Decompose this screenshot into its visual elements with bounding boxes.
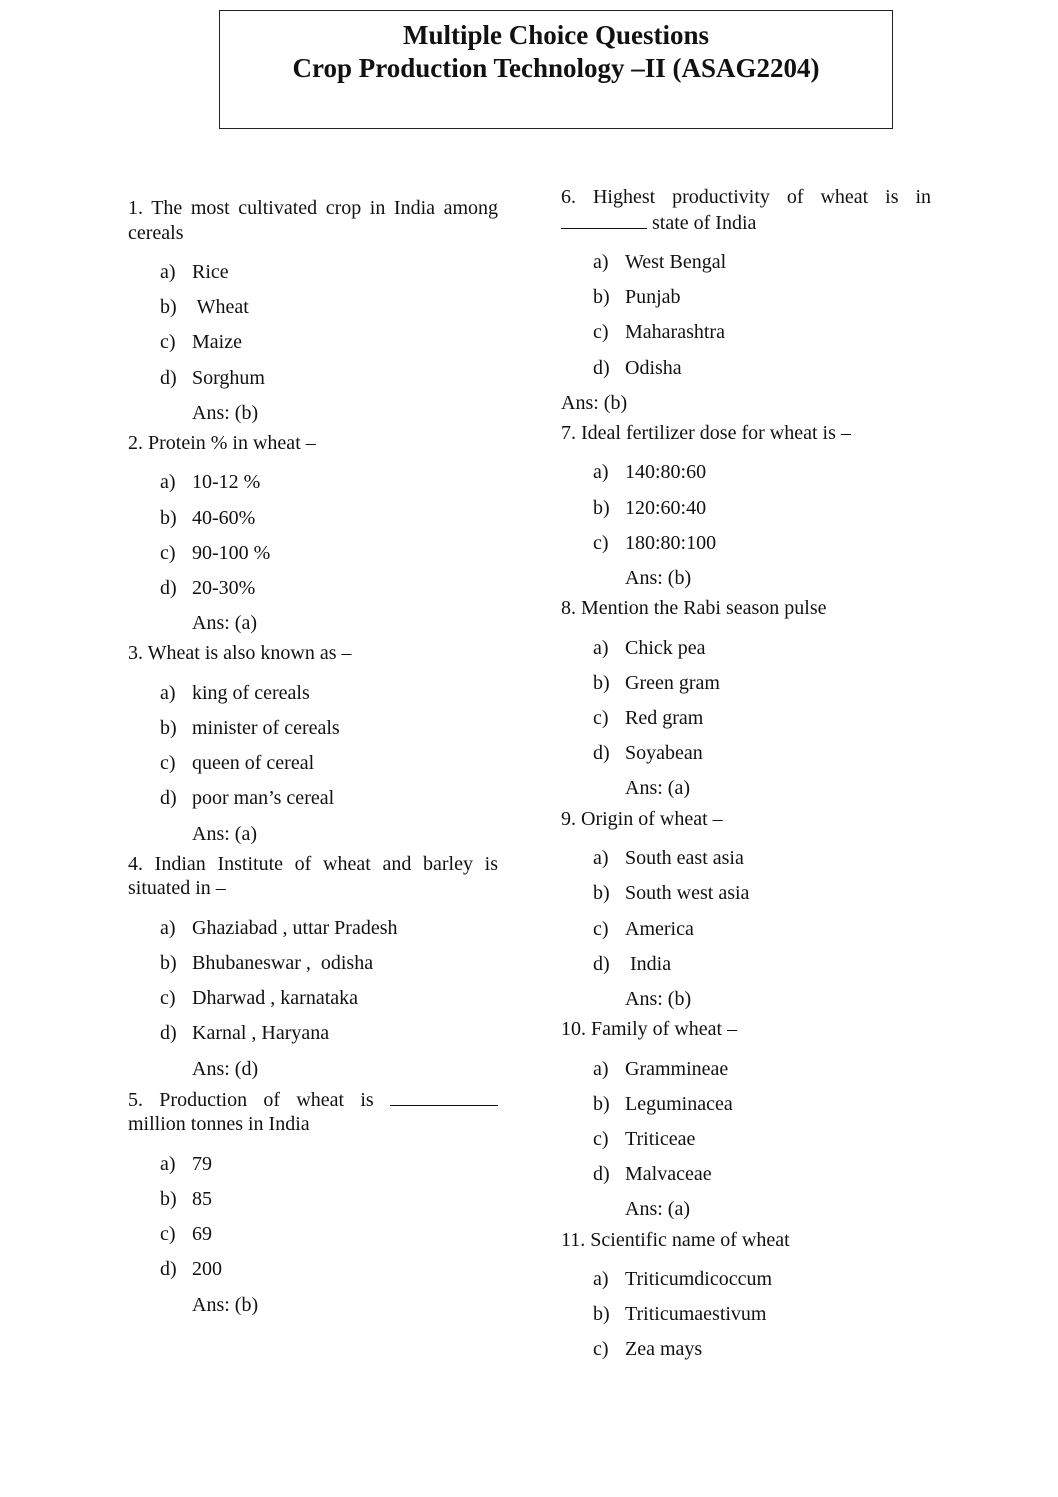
option: a) Chick pea bbox=[593, 636, 706, 659]
question-8 bbox=[561, 596, 931, 806]
answer-blank bbox=[390, 1087, 498, 1106]
option: b) Wheat bbox=[160, 296, 249, 319]
option: c) 180:80:100 bbox=[593, 531, 717, 554]
option-list bbox=[561, 841, 931, 982]
question-5 bbox=[128, 1087, 498, 1323]
option-list bbox=[561, 631, 931, 772]
option: d) 20-30% bbox=[160, 577, 256, 599]
option: c) 90-100 % bbox=[160, 541, 271, 564]
option: c) queen of cereal bbox=[160, 752, 315, 775]
question-stem: 7. Ideal fertilizer dose for wheat is – bbox=[561, 421, 851, 444]
option-list bbox=[128, 911, 498, 1052]
option: b) South west asia bbox=[593, 882, 750, 905]
option: b) Leguminacea bbox=[593, 1092, 733, 1115]
answer: Ans: (a) bbox=[625, 777, 690, 800]
option: b) 85 bbox=[160, 1187, 212, 1210]
option: a) 79 bbox=[160, 1152, 212, 1175]
answer: Ans: (b) bbox=[561, 391, 628, 414]
question-stem: 6. Highest productivity of wheat is in state of India bbox=[561, 186, 931, 234]
option: d) poor man’s cereal bbox=[160, 787, 335, 810]
question-2 bbox=[128, 431, 498, 641]
option-list bbox=[128, 255, 498, 396]
option: d) 200 bbox=[160, 1258, 222, 1281]
question-stem: 3. Wheat is also known as – bbox=[128, 642, 352, 665]
answer: Ans: (b) bbox=[192, 1293, 259, 1316]
option: d) Sorghum bbox=[160, 366, 265, 389]
option: c) Triticeae bbox=[593, 1127, 696, 1150]
option: a) Rice bbox=[160, 261, 229, 283]
answer: Ans: (d) bbox=[192, 1057, 259, 1080]
question-stem: 1. The most cultivated crop in India among cereals bbox=[128, 197, 498, 244]
option: d) Malvaceae bbox=[593, 1163, 712, 1186]
option: b) Triticumaestivum bbox=[593, 1303, 767, 1326]
option: b) Bhubaneswar , odisha bbox=[160, 952, 374, 974]
document-title: Multiple Choice Questions bbox=[402, 20, 709, 50]
question-stem: 9. Origin of wheat – bbox=[561, 807, 723, 830]
option: c) Zea mays bbox=[593, 1338, 703, 1361]
question-7 bbox=[561, 421, 931, 596]
option-list bbox=[561, 1052, 931, 1193]
option: b) 120:60:40 bbox=[593, 496, 707, 519]
answer: Ans: (b) bbox=[625, 987, 692, 1010]
answer: Ans: (b) bbox=[625, 567, 692, 589]
question-stem: 8. Mention the Rabi season pulse bbox=[561, 597, 827, 620]
option-list bbox=[561, 245, 931, 386]
option: b) Green gram bbox=[593, 671, 720, 694]
option: d) Odisha bbox=[593, 356, 682, 379]
left-column bbox=[128, 196, 498, 1323]
option-list bbox=[128, 1147, 498, 1288]
question-stem: 4. Indian Institute of wheat and barley is situated in – bbox=[128, 852, 498, 900]
answer: Ans: (a) bbox=[625, 1198, 690, 1221]
option: b) 40-60% bbox=[160, 506, 256, 529]
option: a) king of cereals bbox=[160, 681, 310, 704]
answer: Ans: (b) bbox=[192, 401, 259, 424]
question-4 bbox=[128, 852, 498, 1087]
option: d) India bbox=[593, 952, 672, 975]
option: c) America bbox=[593, 917, 694, 940]
answer: Ans: (a) bbox=[192, 822, 257, 845]
option: b) minister of cereals bbox=[160, 717, 340, 740]
question-stem: 10. Family of wheat – bbox=[561, 1018, 738, 1041]
question-9 bbox=[561, 807, 931, 1017]
option: a) Triticumdicoccum bbox=[593, 1268, 773, 1290]
question-3 bbox=[128, 641, 498, 851]
option: c) Maharashtra bbox=[593, 321, 725, 344]
document-subtitle: Crop Production Technology –II (ASAG2204) bbox=[292, 53, 820, 83]
answer-blank bbox=[561, 210, 647, 229]
question-1 bbox=[128, 196, 498, 431]
option: a) South east asia bbox=[593, 847, 744, 870]
option-list bbox=[561, 1262, 931, 1368]
right-column bbox=[561, 185, 931, 1368]
option: c) Dharwad , karnataka bbox=[160, 987, 359, 1010]
answer: Ans: (a) bbox=[192, 612, 257, 635]
question-stem: 11. Scientific name of wheat bbox=[561, 1228, 790, 1251]
option: a) West Bengal bbox=[593, 251, 727, 273]
question-6 bbox=[561, 185, 931, 421]
option: c) Red gram bbox=[593, 707, 704, 730]
question-10 bbox=[561, 1017, 931, 1227]
question-stem: 2. Protein % in wheat – bbox=[128, 431, 316, 454]
option: a) 140:80:60 bbox=[593, 461, 707, 484]
option-list bbox=[128, 465, 498, 606]
option: c) 69 bbox=[160, 1223, 212, 1246]
option: a) Grammineae bbox=[593, 1057, 729, 1080]
option-list bbox=[561, 455, 931, 561]
option: d) Soyabean bbox=[593, 742, 703, 765]
option: a) Ghaziabad , uttar Pradesh bbox=[160, 916, 398, 939]
option-list bbox=[128, 676, 498, 817]
title-box bbox=[219, 10, 893, 129]
option: c) Maize bbox=[160, 331, 242, 354]
question-stem: 5. Production of wheat is million tonnes in India bbox=[128, 1087, 498, 1137]
question-11 bbox=[561, 1228, 931, 1368]
option: b) Punjab bbox=[593, 286, 681, 309]
option: d) Karnal , Haryana bbox=[160, 1022, 330, 1045]
option: a) 10-12 % bbox=[160, 471, 261, 494]
